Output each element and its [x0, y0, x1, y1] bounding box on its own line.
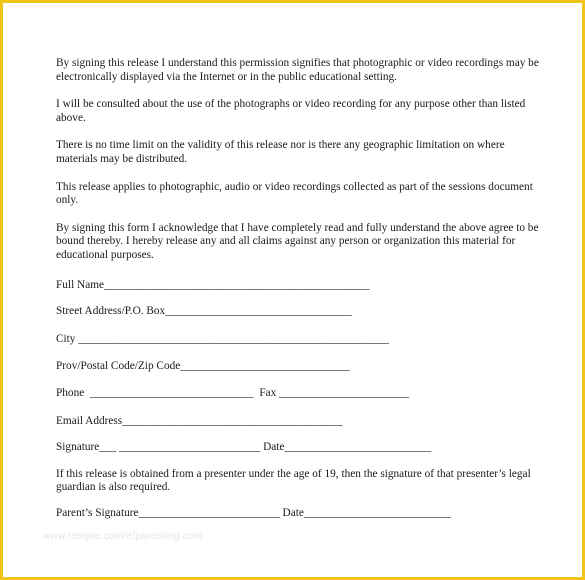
paragraph-scope: This release applies to photographic, audio or video recordings collected as part of the sessions document only. — [56, 180, 533, 207]
city-field[interactable]: City _______________________________________________________ — [56, 332, 389, 345]
release-form — [56, 57, 546, 520]
paragraph-time-limit: There is no time limit on the validity of this release nor is there any geographic limitation on where materials may be distributed. — [56, 139, 505, 165]
paragraph-consultation: I will be consulted about the use of the photographs or video recording for any purpose other than listed above. — [56, 98, 526, 124]
postal-code-field[interactable]: Prov/Postal Code/Zip Code______________________________ — [56, 360, 350, 373]
guardian-note: If this release is obtained from a presenter under the age of 19, then the signature of that presenter’s legal guardian is also required. — [56, 467, 531, 494]
signature-date-field[interactable]: Signature___ _________________________ Date__________________________ — [56, 441, 432, 454]
full-name-field[interactable]: Full Name_______________________________________________ — [56, 278, 370, 291]
paragraph-permission: By signing this release I understand this permission signifies that photographic or video recordings may be electronically displayed via the Internet or in the public educational setting. — [56, 57, 539, 83]
phone-fax-field[interactable]: Phone _____________________________ Fax _______________________ — [56, 386, 410, 399]
email-address-field[interactable]: Email Address_______________________________________ — [56, 414, 343, 427]
street-address-field[interactable]: Street Address/P.O. Box_________________________________ — [56, 305, 352, 318]
watermark: www.tempte.com/e/parenting.com — [43, 531, 203, 542]
parent-signature-date-field[interactable]: Parent’s Signature_________________________ Date__________________________ — [56, 506, 451, 519]
paragraph-acknowledgement: By signing this form I acknowledge that I have completely read and fully understand the above agree to be bound thereby. I hereby release any and all claims against any person or organization this material for educational purposes. — [56, 221, 539, 261]
